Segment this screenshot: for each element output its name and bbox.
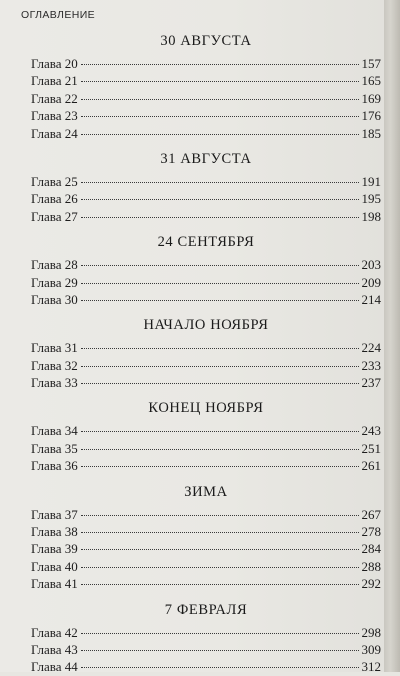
- dot-leader: [81, 382, 359, 384]
- dot-leader: [81, 282, 359, 284]
- section-title: 24 СЕНТЯБРЯ: [157, 234, 255, 251]
- chapter-label: Глава 24: [31, 125, 78, 141]
- dot-leader: [81, 347, 359, 349]
- dot-leader: [81, 181, 359, 183]
- toc-entry: [31, 440, 381, 457]
- chapter-label: Глава 27: [31, 208, 78, 224]
- dot-leader: [81, 133, 359, 135]
- dot-leader: [81, 299, 359, 301]
- toc-entry: [31, 641, 381, 658]
- chapter-label: Глава 39: [31, 541, 78, 557]
- toc-entry: [31, 72, 381, 89]
- chapter-label: Глава 26: [31, 191, 78, 207]
- page-number: 195: [361, 191, 381, 207]
- chapter-label: Глава 40: [31, 558, 78, 574]
- page-number: 267: [361, 506, 381, 522]
- page-number: 243: [361, 423, 381, 439]
- page-number: 237: [361, 375, 381, 391]
- dot-leader: [81, 115, 359, 117]
- chapter-label: Глава 28: [31, 257, 78, 273]
- toc-entry: [31, 339, 381, 356]
- section-title: 31 АВГУСТА: [160, 150, 252, 167]
- toc-entry: [31, 291, 381, 308]
- chapter-label: Глава 31: [31, 340, 78, 356]
- toc-entry: [31, 107, 381, 124]
- chapter-label: Глава 32: [31, 357, 78, 373]
- toc-entry: [31, 90, 381, 107]
- chapter-label: Глава 30: [31, 291, 78, 307]
- page-edge: [384, 0, 400, 672]
- toc-entry: [31, 374, 381, 391]
- chapter-label: Глава 33: [31, 375, 78, 391]
- toc-section: [31, 32, 381, 142]
- dot-leader: [81, 548, 359, 550]
- page-number: 203: [361, 257, 381, 273]
- page-number: 288: [361, 558, 381, 574]
- dot-leader: [81, 198, 359, 200]
- page-number: 176: [361, 108, 381, 124]
- dot-leader: [81, 583, 359, 585]
- toc-section: [31, 399, 381, 474]
- chapter-label: Глава 38: [31, 524, 78, 540]
- dot-leader: [81, 264, 359, 266]
- chapter-label: Глава 44: [31, 659, 78, 675]
- section-title: ЗИМА: [184, 483, 228, 500]
- toc-entry: [31, 575, 381, 592]
- page-number: 224: [361, 340, 381, 356]
- chapter-label: Глава 36: [31, 458, 78, 474]
- toc-entry: [31, 55, 381, 72]
- dot-leader: [81, 531, 359, 533]
- toc-entry: [31, 558, 381, 575]
- section-title: 30 АВГУСТА: [160, 33, 252, 49]
- chapter-label: Глава 42: [31, 624, 78, 640]
- dot-leader: [81, 465, 359, 467]
- page-number: 157: [361, 56, 381, 71]
- toc-section: [31, 601, 381, 676]
- toc-entry: [31, 274, 381, 291]
- running-head: ОГЛАВЛЕНИЕ: [21, 9, 96, 21]
- toc-entry: [31, 506, 381, 523]
- toc-entry: [31, 540, 381, 557]
- toc-section: [31, 150, 381, 225]
- toc-section: [31, 483, 381, 593]
- toc-entry: [31, 173, 381, 190]
- toc-entry: [31, 658, 381, 675]
- page-number: 233: [361, 357, 381, 373]
- dot-leader: [81, 216, 359, 218]
- page-number: 165: [361, 73, 381, 89]
- page-number: 284: [361, 541, 381, 557]
- toc-entry: [31, 208, 381, 225]
- section-title: НАЧАЛО НОЯБРЯ: [143, 317, 269, 334]
- page-number: 261: [361, 458, 381, 474]
- chapter-label: Глава 41: [31, 576, 78, 592]
- dot-leader: [81, 514, 359, 516]
- toc-entry: [31, 357, 381, 374]
- dot-leader: [81, 365, 359, 367]
- toc-entry: [31, 422, 381, 439]
- page-number: 278: [361, 524, 381, 540]
- page-number: 169: [361, 90, 381, 106]
- chapter-label: Глава 43: [31, 641, 78, 657]
- page-number: 251: [361, 440, 381, 456]
- toc-entry: [31, 624, 381, 641]
- toc-entry: [31, 457, 381, 474]
- toc-section: [31, 316, 381, 391]
- toc-section: [31, 233, 381, 308]
- dot-leader: [81, 448, 359, 450]
- dot-leader: [81, 98, 359, 100]
- chapter-label: Глава 23: [31, 108, 78, 124]
- dot-leader: [81, 649, 359, 651]
- page-number: 209: [361, 274, 381, 290]
- dot-leader: [81, 566, 359, 568]
- chapter-label: Глава 21: [31, 73, 78, 89]
- toc-entry: [31, 523, 381, 540]
- chapter-label: Глава 37: [31, 506, 78, 522]
- section-title: КОНЕЦ НОЯБРЯ: [148, 400, 264, 417]
- page-number: 198: [361, 208, 381, 224]
- page-number: 312: [361, 659, 381, 675]
- page-number: 191: [361, 173, 381, 189]
- dot-leader: [81, 632, 359, 634]
- chapter-label: Глава 34: [31, 423, 78, 439]
- toc-entry: [31, 256, 381, 273]
- toc-entry: [31, 125, 381, 142]
- section-title: 7 ФЕВРАЛЯ: [164, 601, 248, 618]
- chapter-label: Глава 22: [31, 90, 78, 106]
- page-number: 298: [361, 624, 381, 640]
- dot-leader: [81, 63, 359, 65]
- chapter-label: Глава 35: [31, 440, 78, 456]
- page-number: 185: [361, 125, 381, 141]
- dot-leader: [81, 666, 359, 668]
- page-number: 292: [361, 576, 381, 592]
- page-number: 309: [361, 641, 381, 657]
- page-number: 214: [361, 291, 381, 307]
- dot-leader: [81, 80, 359, 82]
- toc-entry: [31, 190, 381, 207]
- chapter-label: Глава 20: [31, 56, 78, 71]
- chapter-label: Глава 29: [31, 274, 78, 290]
- chapter-label: Глава 25: [31, 173, 78, 189]
- dot-leader: [81, 430, 359, 432]
- table-of-contents: [31, 29, 381, 676]
